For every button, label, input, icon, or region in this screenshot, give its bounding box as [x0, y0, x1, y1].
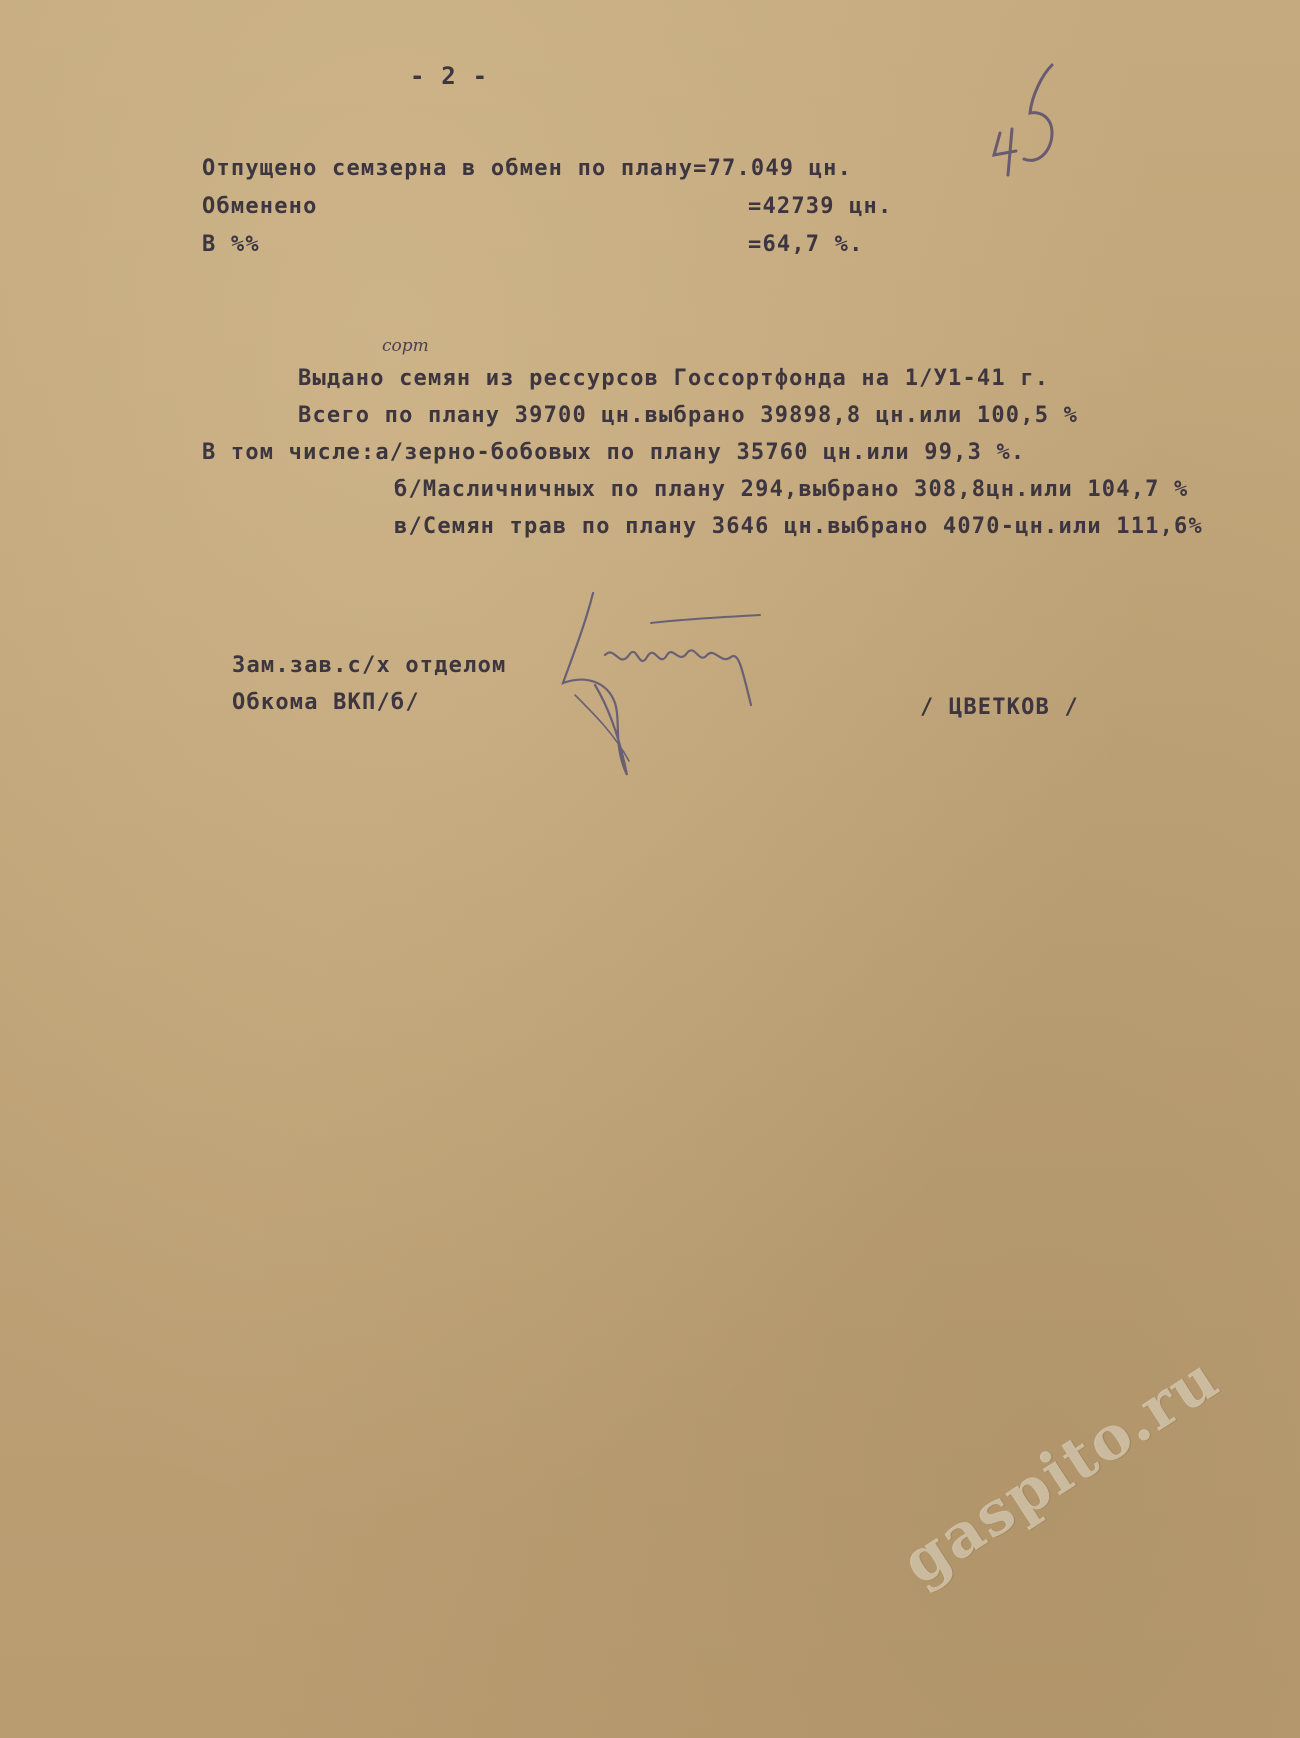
percent-value: =64,7 %. [748, 232, 864, 257]
seeds-oilseeds-line: б/Масличничных по плану 294,выбрано 308,8цн.или 104,7 % [394, 477, 1189, 502]
signatory-title-line1: Зам.зав.с/х отделом [232, 653, 507, 678]
signatory-title-line2: Обкома ВКП/б/ [232, 690, 420, 715]
percent-label: В %% [202, 232, 260, 257]
signatory-name: / ЦВЕТКОВ / [920, 695, 1079, 720]
page-number: - 2 - [410, 62, 489, 90]
folio-number-mark [990, 55, 1080, 185]
handwritten-insert: сорт [382, 336, 429, 356]
seeds-legumes-line: В том числе:а/зерно-бобовых по плану 35760 цн.или 99,3 %. [202, 440, 1026, 465]
exchanged-value: =42739 цн. [748, 194, 893, 219]
handwritten-signature-icon [555, 585, 815, 780]
exchange-plan-line: Отпущено семзерна в обмен по плану=77.049 цн. [202, 156, 853, 181]
seeds-grasses-line: в/Семян трав по плану 3646 цн.выбрано 4070-цн.или 111,6% [394, 514, 1203, 539]
watermark: gaspito.ru [890, 1342, 1232, 1599]
exchanged-label: Обменено [202, 194, 318, 219]
seeds-total-line: Всего по плану 39700 цн.выбрано 39898,8 цн.или 100,5 % [298, 403, 1079, 428]
seeds-issued-line: Выдано семян из рессурсов Госсортфонда на 1/У1-41 г. [298, 366, 1050, 391]
